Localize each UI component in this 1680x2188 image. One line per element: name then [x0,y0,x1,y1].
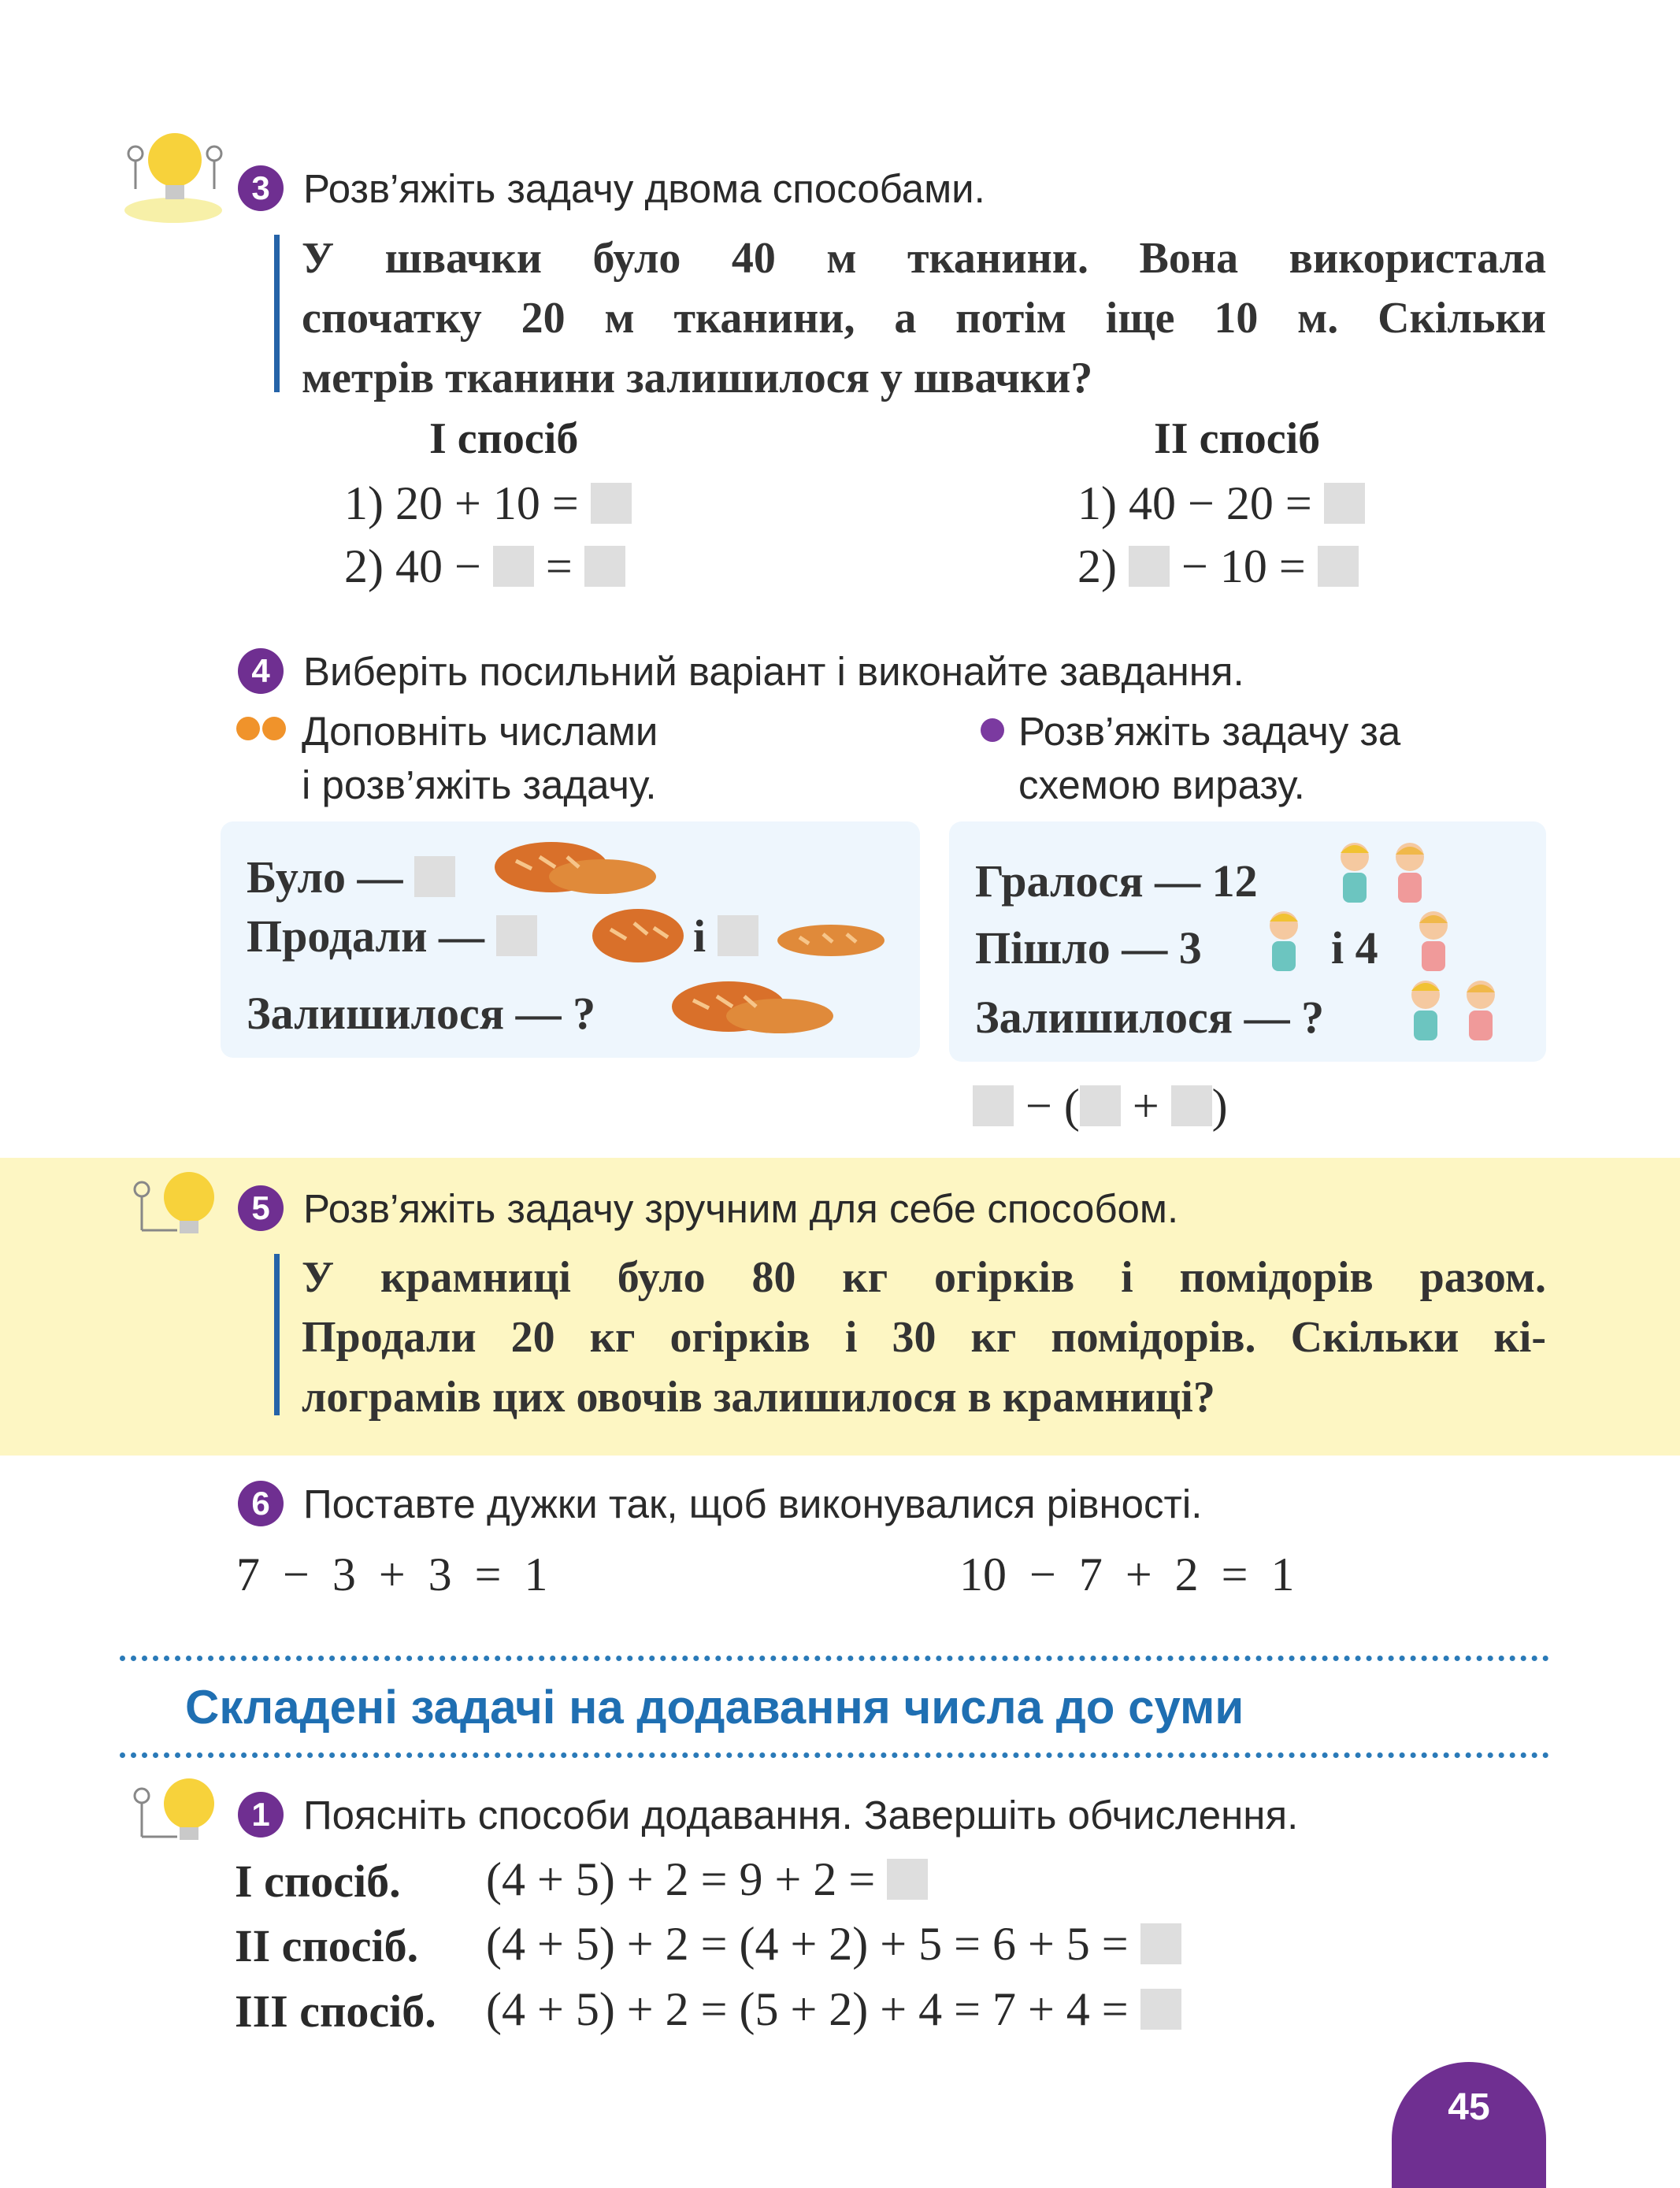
problem-text: У швачки було 40 м тканини. Вона використала спочатку 20 м тканини, а потім іще 10 м. Скільки метрів тканини залишилося у швачки? [302,234,1546,402]
bread-loaf-icon [492,837,658,900]
method-expression: (4 + 5) + 2 = (5 + 2) + 4 = 7 + 4 = [486,1982,1181,2037]
children-icon [1323,837,1449,908]
task-title: Розв’яжіть задачу зручним для себе способом. [303,1186,1179,1231]
answer-blank[interactable] [1080,1085,1121,1126]
task-title: Виберіть посильний варіант і виконайте завдання. [303,649,1244,694]
equation-1: 7 − 3 + 3 = 1 [236,1548,548,1600]
task-number-badge: 5 [238,1185,284,1231]
method-2-step-1: 1) 40 − 20 = [1077,477,1365,531]
problem-bar [274,1254,280,1415]
method-label: І спосіб. [235,1856,401,1907]
answer-blank[interactable] [1129,546,1170,587]
task-number-badge: 6 [238,1481,284,1526]
expression-scheme: − ( + ) [973,1079,1228,1133]
lightbulb-icon [118,122,228,224]
lightbulb-icon [118,1764,228,1859]
answer-blank[interactable] [591,483,632,524]
panel-b-row-1: Гралося — 12 [975,855,1258,907]
answer-blank[interactable] [1140,1923,1181,1964]
answer-blank[interactable] [414,856,455,897]
dotted-divider [120,1656,1549,1661]
dotted-divider [120,1752,1549,1758]
answer-blank[interactable] [496,915,537,956]
answer-blank[interactable] [584,546,625,587]
task-number-badge: 4 [238,648,284,694]
answer-blank[interactable] [1140,1989,1181,2030]
one-dot-icon [979,717,1006,744]
method-expression: (4 + 5) + 2 = (4 + 2) + 5 = 6 + 5 = [486,1917,1181,1971]
answer-blank[interactable] [493,546,534,587]
section-title: Складені задачі на додавання числа до суми [185,1681,1244,1734]
round-bread-icon [591,906,685,965]
panel-b-row-3: Залишилося — ? [975,992,1325,1043]
panel-a-and: і [693,910,758,962]
answer-blank[interactable] [973,1085,1014,1126]
method-label: ІІІ спосіб. [235,1986,436,2037]
children-icon [1394,975,1520,1046]
method-2-title: ІІ спосіб [1154,414,1321,463]
baguette-icon [776,920,886,959]
panel-b-and: і 4 [1331,922,1378,973]
task-title: Поставте дужки так, щоб виконувалися рівності. [303,1482,1203,1526]
panel-a-row-3: Залишилося — ? [247,988,596,1039]
method-label: ІІ спосіб. [235,1920,419,1971]
method-1-title: І спосіб [429,414,579,463]
method-1-step-2: 2) 40 − = [344,540,625,594]
method-2-step-2: 2) − 10 = [1077,540,1359,594]
boy-icon [1252,906,1315,977]
lightbulb-icon [118,1158,228,1252]
option-a-text: Доповніть числами і розв’яжіть задачу. [302,709,658,807]
method-expression: (4 + 5) + 2 = 9 + 2 = [486,1852,928,1907]
method-1-step-1: 1) 20 + 10 = [344,477,632,531]
panel-b-row-2: Пішло — 3 [975,922,1202,973]
task-number-badge: 3 [238,165,284,211]
answer-blank[interactable] [1171,1085,1212,1126]
panel-a-row-2: Продали — [247,910,537,962]
answer-blank[interactable] [887,1859,928,1900]
answer-blank[interactable] [1324,483,1365,524]
task-title: Розв’яжіть задачу двома способами. [303,166,985,211]
task-title: Поясніть способи додавання. Завершіть обчислення. [303,1793,1299,1838]
equation-2: 10 − 7 + 2 = 1 [959,1548,1295,1600]
problem-bar [274,235,280,392]
two-dots-icon [235,715,290,742]
panel-a-row-1: Було — [247,851,455,903]
task-number-badge: 1 [238,1792,284,1838]
answer-blank[interactable] [1318,546,1359,587]
problem-text: У крамниці було 80 кг огірків і помідорів разом. Продали 20 кг огірків і 30 кг помідорів. Скільки кі- лограмів цих овочів залишилося в крамниці? [302,1253,1546,1422]
option-b-text: Розв’яжіть задачу за схемою виразу. [1018,709,1401,807]
answer-blank[interactable] [718,915,758,956]
page-number: 45 [1448,2086,1490,2128]
girl-icon [1402,906,1465,977]
bread-loaf-icon [669,977,835,1040]
